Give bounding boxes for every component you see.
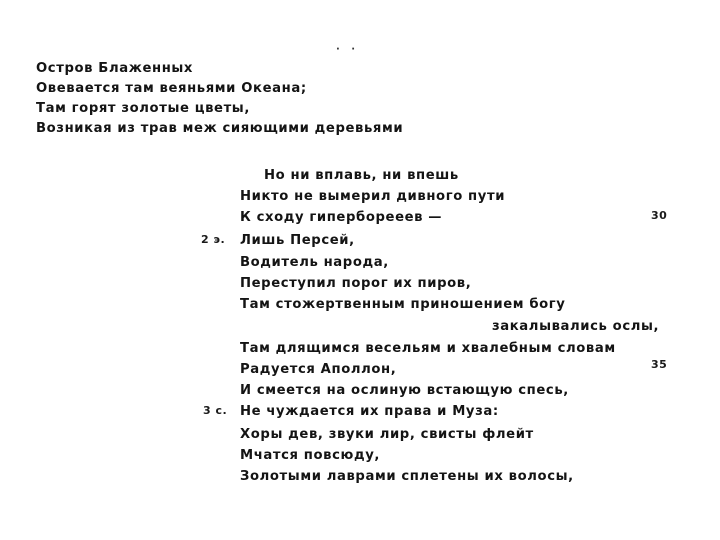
verse-line: Но ни вплавь, ни впешь xyxy=(264,168,459,183)
intro-line: Остров Блаженных xyxy=(36,61,194,76)
line-number: 35 xyxy=(651,358,668,371)
verse-line: Хоры дев, звуки лир, свисты флейт xyxy=(240,427,534,442)
intro-line: Овевается там веяньями Океана; xyxy=(36,81,307,96)
verse-line: Водитель народа, xyxy=(240,255,389,270)
stanza-mark: 3 с. xyxy=(203,404,228,417)
line-number: 30 xyxy=(651,209,668,222)
scan-specks: · · xyxy=(336,44,360,55)
verse-line: Там стожертвенным приношением богу xyxy=(240,297,566,312)
verse-line: Мчатся повсюду, xyxy=(240,448,381,463)
verse-line: И смеется на ослиную встающую спесь, xyxy=(240,383,569,398)
verse-line: Не чуждается их права и Муза: xyxy=(240,404,499,419)
verse-line: Там длящимся весельям и хвалебным словам xyxy=(240,341,616,356)
intro-line: Возникая из трав меж сияющими деревьями xyxy=(36,121,404,136)
intro-line: Там горят золотые цветы, xyxy=(36,101,250,116)
verse-line: закалывались ослы, xyxy=(492,319,660,334)
verse-line: К сходу гиперборееев — xyxy=(240,210,443,225)
verse-line: Переступил порог их пиров, xyxy=(240,276,472,291)
stanza-mark: 2 э. xyxy=(201,233,226,246)
verse-line: Золотыми лаврами сплетены их волосы, xyxy=(240,469,574,484)
verse-line: Никто не вымерил дивного пути xyxy=(240,189,506,204)
verse-line: Радуется Аполлон, xyxy=(240,362,397,377)
verse-line: Лишь Персей, xyxy=(240,233,355,248)
